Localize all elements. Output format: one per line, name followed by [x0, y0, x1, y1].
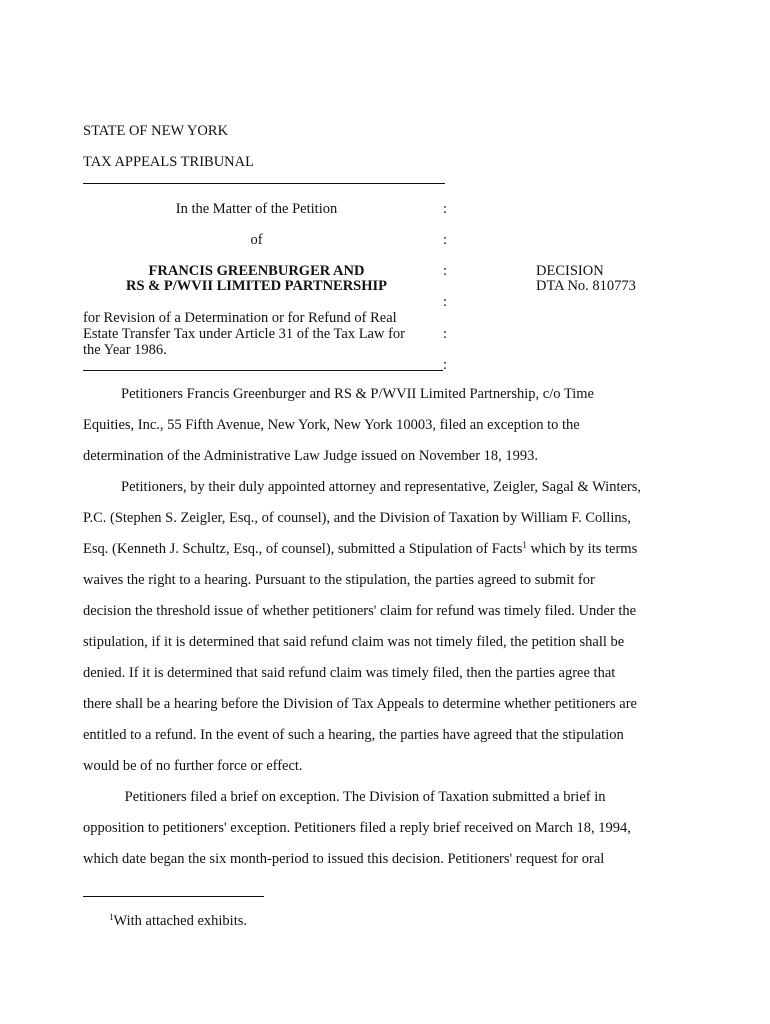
- paragraph-line: there shall be a hearing before the Division of Tax Appeals to determine whether petitioners are: [83, 696, 637, 712]
- purpose-line2: Estate Transfer Tax under Article 31 of the Tax Law for: [83, 326, 405, 342]
- paragraph-3: [83, 782, 665, 875]
- caption-colon: :: [443, 263, 448, 279]
- state-heading: STATE OF NEW YORK: [83, 123, 229, 139]
- paragraph-line: Esq. (Kenneth J. Schultz, Esq., of counsel), submitted a Stipulation of Facts$^1$ which by its terms: [83, 540, 638, 557]
- decision-label: DECISION: [536, 263, 604, 279]
- paragraph-2: [83, 472, 665, 782]
- paragraph-line: entitled to a refund. In the event of such a hearing, the parties have agreed that the stipulation: [83, 727, 624, 743]
- paragraph-line: Equities, Inc., 55 Fifth Avenue, New York, New York 10003, filed an exception to the: [83, 417, 580, 433]
- footnote-reference: 1: [522, 540, 527, 550]
- paragraph-line: which date began the six month-period to issued this decision. Petitioners' request for oral: [83, 851, 605, 867]
- caption-colon: :: [443, 357, 448, 373]
- paragraph-1: [83, 379, 665, 472]
- docket-number: DTA No. 810773: [536, 278, 636, 294]
- tribunal-heading: TAX APPEALS TRIBUNAL: [83, 154, 254, 170]
- paragraph-line: Petitioners, by their duly appointed attorney and representative, Zeigler, Sagal & Winters,: [121, 479, 642, 495]
- paragraph-line: would be of no further force or effect.: [83, 758, 303, 774]
- caption-colon: :: [443, 201, 448, 217]
- paragraph-line: decision the threshold issue of whether petitioners' claim for refund was timely filed. Under the: [83, 603, 637, 619]
- paragraph-line: opposition to petitioners' exception. Petitioners filed a reply brief received on March 18, 1994,: [83, 820, 631, 836]
- paragraph-line: stipulation, if it is determined that said refund claim was not timely filed, the petition shall be: [83, 634, 625, 650]
- paragraph-line: waives the right to a hearing. Pursuant to the stipulation, the parties agreed to submit for: [83, 572, 595, 588]
- caption-bottom-rule: [83, 370, 443, 371]
- footnote-text: With attached exhibits.: [113, 913, 248, 929]
- footnote-separator: [83, 896, 264, 897]
- petitioner-name-line1: FRANCIS GREENBURGER AND: [148, 263, 365, 279]
- caption-colon: :: [443, 326, 448, 342]
- paragraph-line: determination of the Administrative Law Judge issued on November 18, 1993.: [83, 448, 539, 464]
- purpose-line1: for Revision of a Determination or for Refund of Real: [83, 310, 397, 326]
- paragraph-line: denied. If it is determined that said refund claim was timely filed, then the parties agree that: [83, 665, 616, 681]
- matter-line: In the Matter of the Petition: [175, 201, 338, 217]
- caption-colon: :: [443, 294, 448, 310]
- caption-colon: :: [443, 232, 448, 248]
- paragraph-line: Petitioners Francis Greenburger and RS & P/WVII Limited Partnership, c/o Time: [121, 386, 594, 402]
- caption-top-rule: [83, 183, 445, 184]
- paragraph-line: P.C. (Stephen S. Zeigler, Esq., of counsel), and the Division of Taxation by William F. Collins,: [83, 510, 631, 526]
- of-line: of: [250, 232, 263, 248]
- footnote-marker: 1: [109, 912, 114, 922]
- petitioner-name-line2: RS & P/WVII LIMITED PARTNERSHIP: [125, 278, 388, 294]
- paragraph-line: Petitioners filed a brief on exception. The Division of Taxation submitted a brief in: [121, 789, 606, 805]
- footnote: [109, 913, 247, 929]
- purpose-line3: the Year 1986.: [83, 342, 167, 358]
